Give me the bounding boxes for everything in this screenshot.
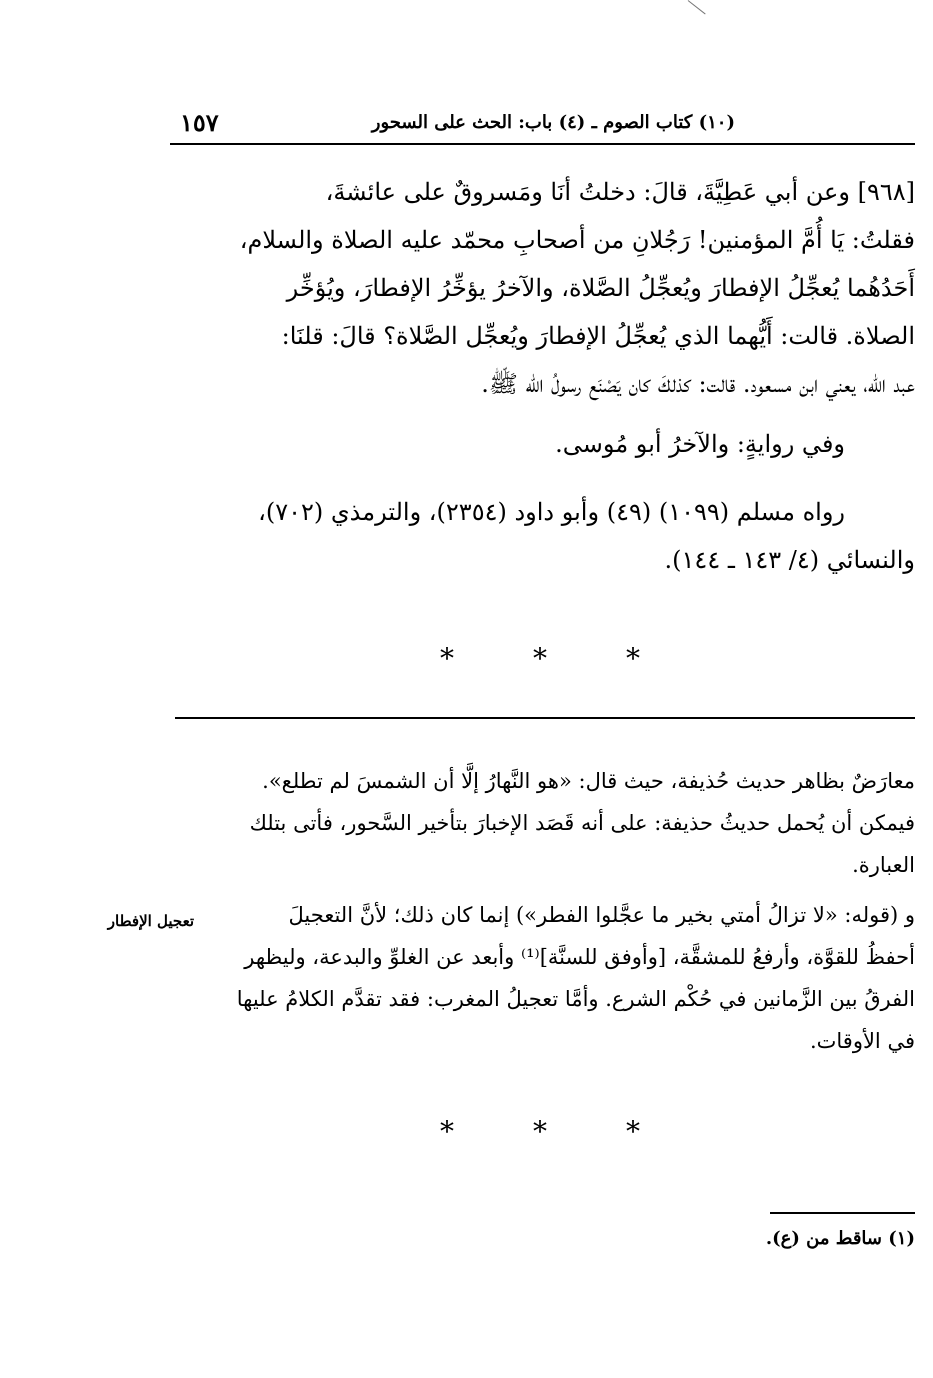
commentary-text <box>175 760 915 1062</box>
commentary-line: في الأوقات. <box>809 1029 915 1053</box>
page-header <box>170 108 915 142</box>
separator-star: * <box>533 642 547 675</box>
commentary-line: الفرقُ بين الزَّمانين في حُكْم الشرع. وأمَّا تعجيلُ المغرب: فقد تقدَّم الكلامُ عليها <box>236 987 915 1011</box>
commentary-line: أحفظُ للقوَّة، وأرفعُ للمشقَّة، [وأوفق للسنَّة]⁽¹⁾ وأبعد عن الغلوِّ والبدعة، وليظهر <box>244 945 915 969</box>
separator-star: * <box>440 642 454 675</box>
separator-star: * <box>626 642 640 675</box>
commentary-line: العبارة. <box>852 853 915 877</box>
takhrij-line: والنسائي (٤/ ١٤٣ ـ ١٤٤). <box>664 546 915 574</box>
separator-star: * <box>626 1115 640 1148</box>
commentary-line: و (قوله: «لا تزالُ أمتي بخير ما عجَّلوا الفطر») إنما كان ذلك؛ لأنَّ التعجيلَ <box>288 903 915 927</box>
scan-mark <box>688 0 706 14</box>
section-separator <box>440 642 640 675</box>
hadith-line: الصلاة. قالت: أَيُّهما الذي يُعجِّلُ الإفطارَ ويُعجِّل الصَّلاة؟ قالَ: قلنَا: <box>281 322 915 350</box>
hadith-line: فقلتُ: يَا أُمَّ المؤمنين! رَجُلانِ من أصحابِ محمّد عليه الصلاة والسلام، <box>239 226 915 254</box>
running-title: (١٠) كتاب الصوم ـ (٤) باب: الحث على السحور <box>371 112 735 133</box>
footnote-rule <box>770 1212 915 1214</box>
hadith-line: عبد الله، يعني ابن مسعود. قالت: كذلكَ كان يَصْنَع رسولُ الله ﷺ. <box>481 370 915 398</box>
page-number: ١٥٧ <box>180 108 219 137</box>
commentary-line: فيمكن أن يُحمل حديثُ حذيفة: على أنه قَصَد الإخبارَ بتأخير السَّحور، فأتى بتلك <box>249 811 915 835</box>
hadith-line: [٩٦٨] وعن أبي عَطِيَّةَ، قالَ: دخلتُ أنَا ومَسروقٌ على عائشةَ، <box>325 178 915 206</box>
commentary-line: معارَضٌ بظاهر حديث حُذيفة، حيث قال: «هو النَّهارُ إلَّا أن الشمسَ لم تطلع». <box>262 769 915 793</box>
hadith-text <box>175 168 915 584</box>
hadith-line: أَحَدُهُما يُعجِّلُ الإفطارَ ويُعجِّلُ الصَّلاة، والآخرُ يؤخِّرُ الإفطارَ، ويُؤخِّر <box>286 274 915 302</box>
margin-note: تعجيل الإفطار <box>107 912 194 930</box>
header-rule <box>170 143 915 145</box>
separator-star: * <box>533 1115 547 1148</box>
section-separator <box>440 1115 640 1148</box>
separator-star: * <box>440 1115 454 1148</box>
footnote: (١) ساقط من (ع). <box>765 1228 915 1249</box>
takhrij-line: رواه مسلم (١٠٩٩) (٤٩) وأبو داود (٢٣٥٤)، والترمذي (٧٠٢)، <box>258 498 845 526</box>
commentary-rule <box>175 717 915 719</box>
hadith-variant: وفي روايةٍ: والآخرُ أبو مُوسى. <box>555 430 845 458</box>
